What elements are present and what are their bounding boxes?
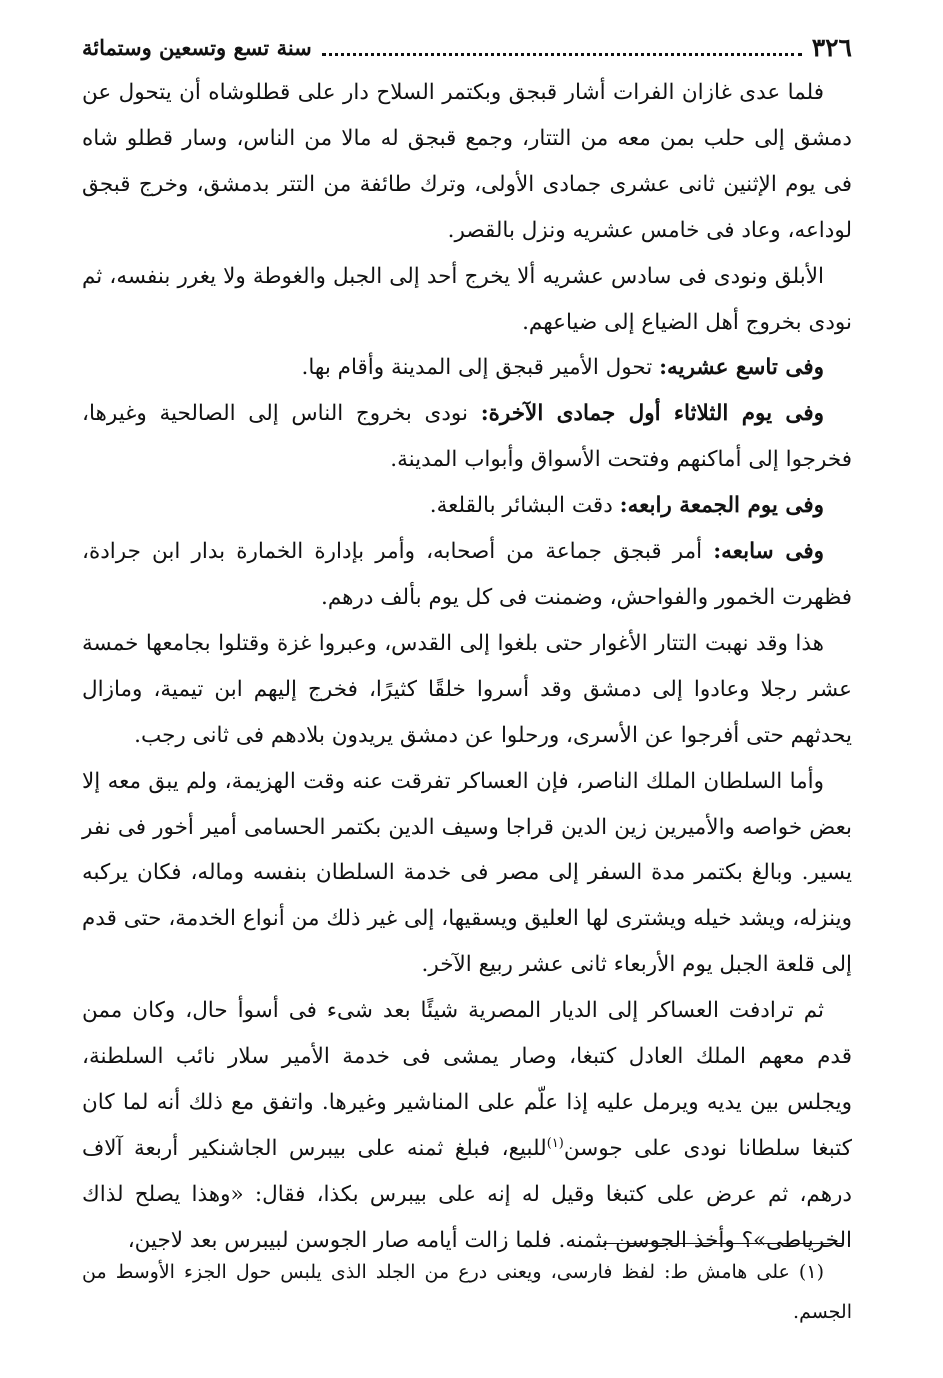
- paragraph: [82, 70, 852, 254]
- paragraph: [82, 621, 852, 759]
- page-number: ٣٢٦: [811, 32, 852, 62]
- footnote-marker[interactable]: (١): [546, 1135, 564, 1151]
- paragraph-text: هذا وقد نهبت التتار الأغوار حتى بلغوا إلى القدس، وعبروا غزة وقتلوا بجامعها خمسة عشر رجلا وعادوا إلى دمشق وقد أسروا خلقًا كثيرًا، فخرج إليهم ابن تيمية، ومازال يحدثهم حتى أفرجوا عن الأسرى، ورحلوا عن دمشق يريدون بلادهم فى ثانى رجب.: [82, 630, 852, 748]
- paragraph-lead: وفى تاسع عشريه:: [659, 355, 824, 381]
- paragraph-text: دقت البشائر بالقلعة.: [429, 493, 613, 519]
- paragraph-text-continued: للبيع، فبلغ ثمنه على بيبرس الجاشنكير أربعة آلاف درهم، ثم عرض على كتبغا وقيل له إنه على بيبرس بكذا، فقال: «وهذا يصلح لذاك الخرياطى»؟ وأخذ الجوسن بثمنه. فلما زالت أيامه صار الجوسن لبيبرس بعد لاجين،: [82, 1135, 852, 1253]
- paragraph: [82, 391, 852, 483]
- paragraph-text: الأبلق ونودى فى سادس عشريه ألا يخرج أحد إلى الجبل والغوطة ولا يغرر بنفسه، ثم نودى بخروج أهل الضياع إلى ضياعهم.: [82, 263, 852, 335]
- paragraph-text: ثم ترادفت العساكر إلى الديار المصرية شيئًا بعد شىء فى أسوأ حال، وكان ممن قدم معهم الملك العادل كتبغا، وصار يمشى فى خدمة الأمير سلار نائب السلطنة، ويجلس بين يديه ويرمل عليه إذا علّم على المناشير وغيرها. واتفق مع ذلك أنه لما كان كتبغا سلطانا نودى على جوسن: [82, 998, 852, 1161]
- paragraph-text: تحول الأمير قبجق إلى المدينة وأقام بها.: [301, 355, 653, 381]
- paragraph-lead: وفى يوم الثلاثاء أول جمادى الآخرة:: [480, 401, 824, 427]
- paragraph: [82, 254, 852, 346]
- paragraph: [82, 988, 852, 1263]
- paragraph: [82, 345, 852, 391]
- page-header: [82, 30, 852, 64]
- footnote-text: (١) على هامش ط: لفظ فارسى، ويعنى درع من الجلد الذى يلبس حول الجزء الأوسط من الجسم.: [82, 1261, 852, 1323]
- paragraph-text: وأما السلطان الملك الناصر، فإن العساكر تفرقت عنه وقت الهزيمة، ولم يبق معه إلا بعض خواصه والأميرين زين الدين قراجا وسيف الدين بكتمر الحسامى أمير أخور فى نفر يسير. وبالغ بكتمر مدة السفر إلى مصر فى خدمة السلطان بنفسه وماله، فكان يركبه وينزله، ويشد خيله ويشترى لها العليق ويسقيها، إلى غير ذلك من أنواع الخدمة، حتى قدم إلى قلعة الجبل يوم الأربعاء ثانى عشر ربيع الآخر.: [82, 768, 852, 978]
- footnote: [82, 1252, 852, 1332]
- main-text: [82, 70, 852, 1264]
- paragraph-text: نودى بخروج الناس إلى الصالحية وغيرها، فخرجوا إلى أماكنهم وفتحت الأسواق وأبواب المدينة.: [82, 401, 852, 473]
- paragraph: [82, 483, 852, 529]
- paragraph: [82, 759, 852, 989]
- header-dotted-leader: [322, 39, 802, 56]
- paragraph: [82, 529, 852, 621]
- paragraph-text: أمر قبجق جماعة من أصحابه، وأمر بإدارة الخمارة بدار ابن جرادة، فظهرت الخمور والفواحش، وضمنت فى كل يوم بألف درهم.: [82, 539, 852, 610]
- paragraph-lead: وفى سابعه:: [713, 539, 824, 565]
- running-title: سنة تسع وتسعين وستمائة: [82, 34, 312, 60]
- paragraph-text: فلما عدى غازان الفرات أشار قبجق وبكتمر السلاح دار على قطلوشاه أن يتحول عن دمشق إلى حلب بمن معه من التتار، وجمع قبجق له مالا من الناس، وسار قطلو شاه فى يوم الإثنين ثانى عشرى جمادى الأولى، وترك طائفة من التتر بدمشق، وخرج قبجق لوداعه، وعاد فى خامس عشريه ونزل بالقصر.: [82, 80, 852, 243]
- footnote-divider: [603, 1243, 843, 1244]
- paragraph-lead: وفى يوم الجمعة رابعه:: [619, 493, 824, 519]
